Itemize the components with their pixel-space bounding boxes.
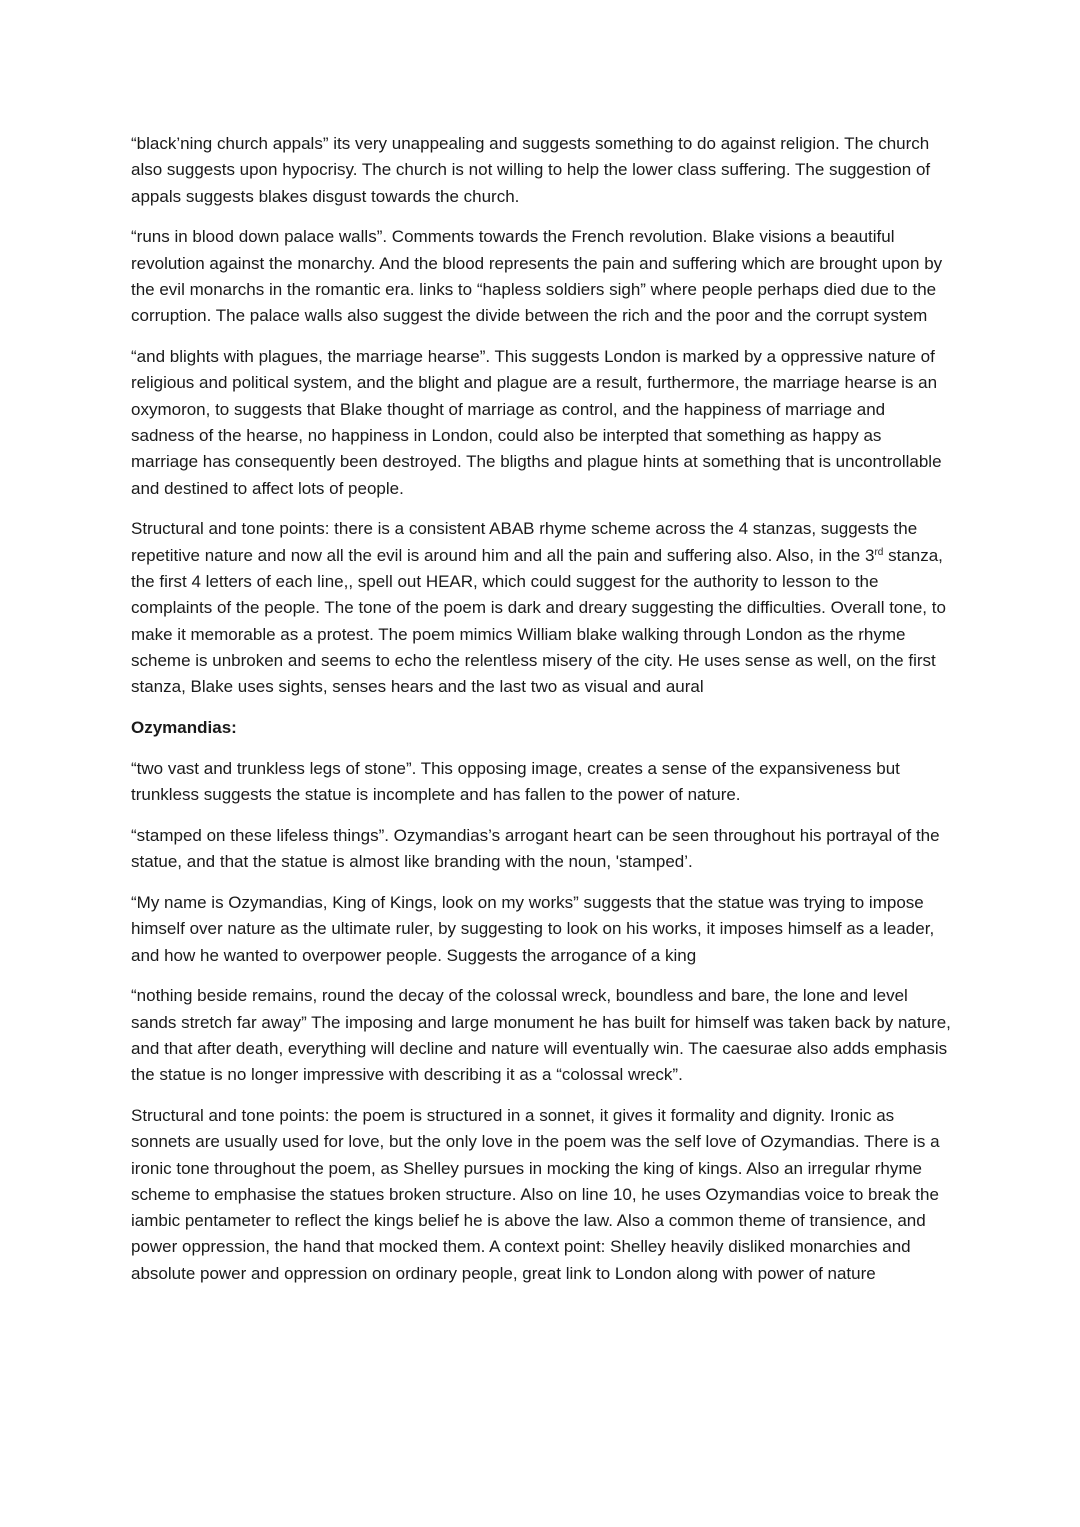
paragraph-ozymandias-structure-tone: Structural and tone points: the poem is structured in a sonnet, it gives it formality and dignity. Ironic as sonnets are usually used for love, but the only love in the poem was the self love of Ozymandias. There is a ironic tone throughout the poem, as Shelley pursues in mocking the king of kings. Also an irregular rhyme scheme to emphasise the statues broken structure. Also on line 10, he uses Ozymandias voice to break the iambic pentameter to reflect the kings belief he is above the law. Also a common theme of transience, and power oppression, the hand that mocked them. A context point: Shelley heavily disliked monarchies and absolute power and oppression on ordinary people, great link to London along with power of nature	[131, 1106, 940, 1283]
paragraph-colossal-wreck: “nothing beside remains, round the decay of the colossal wreck, boundless and bare, the lone and level sands stretch far away” The imposing and large monument he has built for himself was taken back by nature, and that after death, everything will decline and nature will eventually win. The caesurae also adds emphasis the statue is no longer impressive with describing it as a “colossal wreck”.	[131, 986, 951, 1085]
section-heading-ozymandias: Ozymandias:	[131, 717, 237, 737]
paragraph-palace-walls: “runs in blood down palace walls”. Comments towards the French revolution. Blake visions a beautiful revolution against the monarchy. And the blood represents the pain and suffering which are brought upon by the evil monarchs in the romantic era. links to “hapless soldiers sigh” where people perhaps died due to the corruption. The palace walls also suggest the divide between the rich and the poor and the corrupt system	[131, 227, 943, 326]
paragraph-stamped: “stamped on these lifeless things”. Ozymandias’s arrogant heart can be seen throughout his portrayal of the statue, and that the statue is almost like branding with the noun, 'stamped’.	[131, 825, 940, 872]
document-page	[131, 131, 953, 1302]
paragraph-london-structure-tone	[131, 516, 953, 700]
text-segment: Structural and tone points: there is a consistent ABAB rhyme scheme across the 4 stanzas, suggests the repetitive nature and now all the evil is around him and all the pain and suffering also. Also, in the 3	[131, 519, 918, 565]
text-segment: stanza, the first 4 letters of each line,, spell out HEAR, which could suggest for the authority to lesson to the complaints of the people. The tone of the poem is dark and dreary suggesting the difficulties. Overall tone, to make it memorable as a protest. The poem mimics William blake walking through London as the rhyme scheme is unbroken and seems to echo the relentless misery of the city. He uses sense as well, on the first stanza, Blake uses sights, senses hears and the last two as visual and aural	[131, 545, 946, 697]
paragraph-church-appals: “black’ning church appals” its very unappealing and suggests something to do against religion. The church also suggests upon hypocrisy. The church is not willing to help the lower class suffering. The suggestion of appals suggests blakes disgust towards the church.	[131, 134, 931, 206]
ordinal-superscript: rd	[874, 546, 884, 558]
paragraph-trunkless-legs: “two vast and trunkless legs of stone”. This opposing image, creates a sense of the expansiveness but trunkless suggests the statue is incomplete and has fallen to the power of nature.	[131, 758, 900, 805]
paragraph-marriage-hearse: “and blights with plagues, the marriage hearse”. This suggests London is marked by a oppressive nature of religious and political system, and the blight and plague are a result, furthermore, the marriage hearse is an oxymoron, to suggests that Blake thought of marriage as control, and the happiness of marriage and sadness of the hearse, no happiness in London, could also be interpted that something as happy as marriage has consequently been destroyed. The bligths and plague hints at something that is uncontrollable and destined to affect lots of people.	[131, 347, 942, 498]
paragraph-king-of-kings: “My name is Ozymandias, King of Kings, look on my works” suggests that the statue was trying to impose himself over nature as the ultimate ruler, by suggesting to look on his works, it imposes himself as a leader, and how he wanted to overpower people. Suggests the arrogance of a king	[131, 892, 935, 965]
